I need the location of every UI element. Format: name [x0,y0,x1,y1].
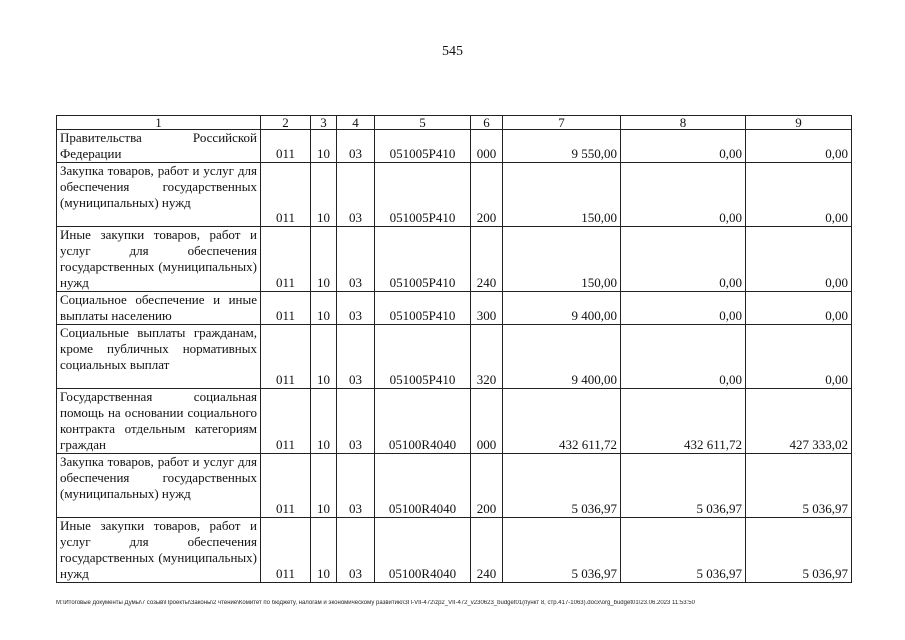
cell-amount-7: 9 400,00 [503,292,621,325]
cell-amount-7: 432 611,72 [503,389,621,454]
cell-ministry: 011 [261,163,311,227]
column-header: 2 [261,116,311,130]
cell-ministry: 011 [261,227,311,292]
cell-amount-9: 0,00 [746,325,852,389]
cell-amount-7: 9 550,00 [503,130,621,163]
cell-amount-9: 0,00 [746,130,852,163]
cell-target-article: 051005Р410 [375,292,471,325]
cell-expense-type: 240 [471,227,503,292]
cell-target-article: 051005Р410 [375,325,471,389]
cell-subsection: 03 [337,163,375,227]
cell-section: 10 [311,130,337,163]
cell-amount-8: 0,00 [621,292,746,325]
cell-ministry: 011 [261,454,311,518]
cell-amount-9: 0,00 [746,292,852,325]
table-row [57,454,852,518]
row-name: Социальное обеспечение и иные выплаты населению [57,292,261,325]
cell-subsection: 03 [337,227,375,292]
cell-ministry: 011 [261,325,311,389]
cell-amount-9: 5 036,97 [746,518,852,583]
cell-section: 10 [311,454,337,518]
cell-section: 10 [311,163,337,227]
budget-table [56,115,852,583]
cell-amount-7: 5 036,97 [503,518,621,583]
cell-amount-9: 5 036,97 [746,454,852,518]
cell-ministry: 011 [261,518,311,583]
cell-ministry: 011 [261,389,311,454]
cell-target-article: 05100R4040 [375,389,471,454]
cell-subsection: 03 [337,130,375,163]
cell-amount-8: 0,00 [621,227,746,292]
table-row [57,163,852,227]
column-header: 7 [503,116,621,130]
cell-section: 10 [311,292,337,325]
cell-amount-8: 5 036,97 [621,454,746,518]
cell-section: 10 [311,227,337,292]
cell-amount-8: 0,00 [621,163,746,227]
cell-target-article: 051005Р410 [375,130,471,163]
table-header-row [57,116,852,130]
table-row [57,227,852,292]
cell-amount-7: 150,00 [503,227,621,292]
cell-amount-7: 5 036,97 [503,454,621,518]
cell-target-article: 05100R4040 [375,454,471,518]
cell-section: 10 [311,325,337,389]
cell-ministry: 011 [261,292,311,325]
cell-amount-9: 0,00 [746,163,852,227]
cell-subsection: 03 [337,325,375,389]
cell-subsection: 03 [337,454,375,518]
cell-expense-type: 000 [471,389,503,454]
cell-amount-8: 5 036,97 [621,518,746,583]
cell-subsection: 03 [337,292,375,325]
column-header: 5 [375,116,471,130]
cell-amount-8: 0,00 [621,325,746,389]
cell-subsection: 03 [337,518,375,583]
column-header: 9 [746,116,852,130]
table-row [57,292,852,325]
cell-subsection: 03 [337,389,375,454]
cell-section: 10 [311,518,337,583]
row-name: Социальные выплаты гражданам, кроме публичных нормативных социальных выплат [57,325,261,389]
row-name: Закупка товаров, работ и услуг для обеспечения государственных (муниципальных) нужд [57,454,261,518]
cell-expense-type: 240 [471,518,503,583]
cell-target-article: 051005Р410 [375,227,471,292]
cell-expense-type: 200 [471,454,503,518]
row-name: Правительства Российской Федерации [57,130,261,163]
row-name: Государственная социальная помощь на основании социального контракта отдельным категориям граждан [57,389,261,454]
row-name: Иные закупки товаров, работ и услуг для обеспечения государственных (муниципальных) нужд [57,518,261,583]
cell-amount-9: 0,00 [746,227,852,292]
cell-amount-7: 150,00 [503,163,621,227]
cell-ministry: 011 [261,130,311,163]
cell-target-article: 051005Р410 [375,163,471,227]
cell-amount-9: 427 333,02 [746,389,852,454]
cell-amount-8: 432 611,72 [621,389,746,454]
table-row [57,389,852,454]
column-header: 1 [57,116,261,130]
table-row [57,130,852,163]
row-name: Иные закупки товаров, работ и услуг для обеспечения государственных (муниципальных) нужд [57,227,261,292]
cell-amount-8: 0,00 [621,130,746,163]
column-header: 4 [337,116,375,130]
cell-expense-type: 000 [471,130,503,163]
column-header: 8 [621,116,746,130]
column-header: 6 [471,116,503,130]
cell-amount-7: 9 400,00 [503,325,621,389]
document-path-footer: M:\Итоговые документы Думы\7 созыв\Проекты\Законы\2 чтение\Комитет по бюджету, налогам и экономическому развитию\ЗП-VII-472\zp2_VII-472_v230623_budget01(пункт 8, стр.417-1063).docx\org_budget01\23.06.2023 11:53:50 [56,600,695,606]
row-name: Закупка товаров, работ и услуг для обеспечения государственных (муниципальных) нужд [57,163,261,227]
cell-expense-type: 300 [471,292,503,325]
cell-expense-type: 200 [471,163,503,227]
table-row [57,325,852,389]
page-number: 545 [442,44,463,59]
cell-section: 10 [311,389,337,454]
cell-expense-type: 320 [471,325,503,389]
cell-target-article: 05100R4040 [375,518,471,583]
column-header: 3 [311,116,337,130]
table-row [57,518,852,583]
